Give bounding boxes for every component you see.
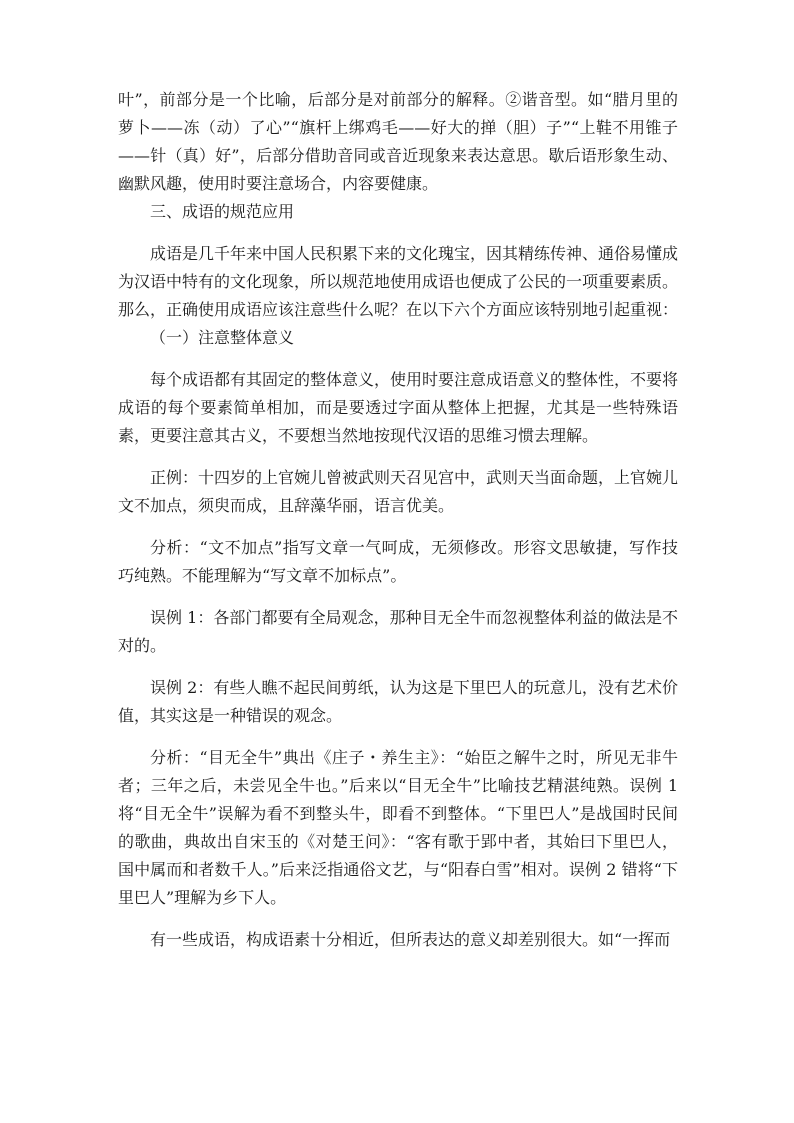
paragraph-explanation: 每个成语都有其固定的整体意义，使用时要注意成语意义的整体性，不要将成语的每个要素简单相加，而是要透过字面从整体上把握，尤其是一些特殊语素，更要注意其古义，不要想当然地按现代汉语的思维习惯去理解。 — [118, 370, 679, 445]
paragraph-wrong-example-2: 误例 2：有些人瞧不起民间剪纸，认为这是下里巴人的玩意儿，没有艺术价值，其实这是一种错误的观念。 — [118, 678, 678, 725]
document-page — [118, 86, 678, 954]
paragraph-analysis-1: 分析：“文不加点”指写文章一气呵成，无须修改。形容文思敏捷，写作技巧纯熟。不能理解为“写文章不加标点”。 — [118, 538, 678, 585]
paragraph-analysis-2: 分析：“目无全牛”典出《庄子・养生主》：“始臣之解牛之时，所见无非牛者；三年之后，未尝见全牛也。”后来以“目无全牛”比喻技艺精湛纯熟。误例 1 将“目无全牛”误解为看不到整头牛，即看不到整体。“下里巴人”是战国时民间的歌曲，典故出自宋玉的《对楚王问》：“客有歌于郢中者，其始曰下里巴人，国中属而和者数千人。”后来泛指通俗文艺，与“阳春白雪”相对。误例 2 错将“下里巴人”理解为乡下人。 — [118, 748, 678, 907]
paragraph-intro: 成语是几千年来中国人民积累下来的文化瑰宝，因其精练传神、通俗易懂成为汉语中特有的文化现象，所以规范地使用成语也便成了公民的一项重要素质。那么，正确使用成语应该注意些什么呢？在以下六个方面应该特别地引起重视： — [118, 244, 679, 319]
section-heading: 三、成语的规范应用 — [150, 202, 295, 221]
paragraph-correct-example: 正例：十四岁的上官婉儿曾被武则天召见宫中，武则天当面命题，上官婉儿文不加点，须臾而成，且辞藻华丽，语言优美。 — [118, 468, 679, 515]
paragraph-wrong-example-1: 误例 1：各部门都要有全局观念，那种目无全牛而忽视整体利益的做法是不对的。 — [118, 608, 678, 655]
subsection-heading: （一）注意整体意义 — [150, 328, 295, 347]
paragraph-continuation: 叶”，前部分是一个比喻，后部分是对前部分的解释。②谐音型。如“腊月里的萝卜——冻（动）了心”“旗杆上绑鸡毛——好大的掸（胆）子”“上鞋不用锥子——针（真）好”，后部分借助音同或音近现象来表达意思。歇后语形象生动、幽默风趣，使用时要注意场合，内容要健康。 — [118, 90, 678, 193]
paragraph-trailing: 有一些成语，构成语素十分相近，但所表达的意义却差别很大。如“一挥而 — [150, 930, 671, 949]
